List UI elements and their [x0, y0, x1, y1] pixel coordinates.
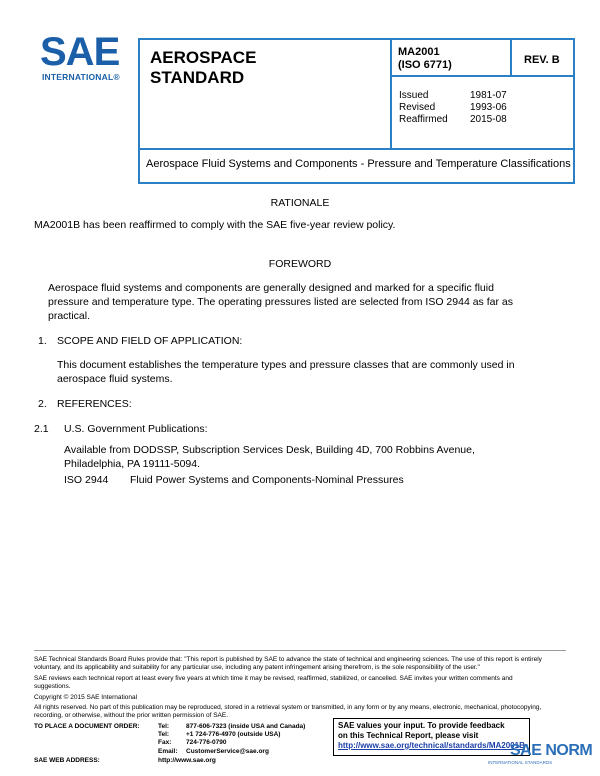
order-label: TO PLACE A DOCUMENT ORDER:: [34, 723, 140, 730]
copyright-text: Copyright © 2015 SAE International: [34, 694, 138, 701]
date-row: [399, 90, 515, 102]
doc-type-title: [150, 48, 370, 88]
section2-heading: REFERENCES:: [57, 398, 132, 410]
web-label: SAE WEB ADDRESS:: [34, 757, 100, 764]
norm-sub: INTERNATIONAL STANDARDS: [488, 760, 553, 765]
foreword-line: Aerospace fluid systems and components are generally designed and marked for a specific fluid: [48, 282, 494, 294]
date-value: 2015-08: [470, 114, 507, 125]
date-label: Issued: [399, 90, 429, 101]
footer-divider: [34, 650, 566, 651]
section1-line: aerospace fluid systems.: [57, 373, 173, 385]
section1-text: [57, 358, 577, 386]
section21-line: Available from DODSSP, Subscription Services Desk, Building 4D, 700 Robbins Avenue,: [64, 444, 475, 456]
iso-number: (ISO 6771): [398, 59, 452, 71]
logo-subtitle: INTERNATIONAL®: [42, 72, 120, 82]
contact-email[interactable]: CustomerService@sae.org: [186, 747, 269, 755]
norm-brand: SAE NORM: [510, 742, 593, 759]
web-address-link[interactable]: http://www.sae.org: [158, 757, 216, 764]
logo-brand: SAE: [40, 30, 120, 74]
section21-line: Philadelphia, PA 19111-5094.: [64, 458, 201, 470]
reference-id: ISO 2944: [64, 474, 109, 486]
doc-type-line1: AEROSPACE: [150, 48, 257, 67]
section21-heading: U.S. Government Publications:: [64, 423, 208, 435]
contact-label: Fax:: [158, 739, 172, 747]
contact-value: 877-606-7323 (inside USA and Canada): [186, 723, 306, 730]
contact-row: [158, 731, 305, 739]
footer-line: recording, or otherwise, without the prior written permission of SAE.: [34, 712, 229, 720]
rationale-heading: RATIONALE: [270, 197, 330, 209]
feedback-link[interactable]: http://www.sae.org/technical/standards/MA2001B: [338, 741, 525, 750]
doc-type-line2: STANDARD: [150, 68, 245, 87]
review-text: [34, 675, 574, 691]
footer-line: SAE Technical Standards Board Rules provide that: "This report is published by SAE to advance the state of technical and engineering sciences. The use of this report is entirely: [34, 656, 542, 663]
foreword-line: pressure and temperature type. The operating pressures listed are selected from ISO 2944 as far as: [48, 296, 513, 308]
contact-value: +1 724-776-4970 (outside USA): [186, 731, 281, 739]
document-title: Aerospace Fluid Systems and Components - Pressure and Temperature Classifications: [146, 158, 571, 170]
board-rules-text: [34, 656, 574, 672]
date-row: [399, 114, 515, 126]
contact-row: [158, 748, 305, 756]
doc-number: MA2001: [398, 46, 440, 58]
contact-value: 724-776-0790: [186, 739, 227, 747]
sae-logo: [40, 30, 122, 86]
contact-list: [158, 723, 305, 756]
sae-norm-watermark: [488, 742, 593, 768]
contact-label: Tel:: [158, 723, 170, 730]
date-value: 1981-07: [470, 90, 507, 101]
contact-row: [158, 723, 305, 731]
contact-row: [158, 739, 305, 747]
feedback-line: SAE values your input. To provide feedback: [338, 721, 505, 730]
section1-heading: SCOPE AND FIELD OF APPLICATION:: [57, 335, 243, 347]
reference-title: Fluid Power Systems and Components-Nominal Pressures: [130, 474, 404, 486]
section2-number: 2.: [38, 398, 47, 410]
footer-line: voluntary, and its applicability and suitability for any particular use, including any patent infringement arising therefrom, is the sole responsibility of the user.": [34, 664, 480, 672]
foreword-heading: FOREWORD: [268, 258, 332, 270]
footer-line: SAE reviews each technical report at least every five years at which time it may be revised, reaffirmed, stabilized, or cancelled. SAE invites your written comments and: [34, 675, 513, 682]
date-value: 1993-06: [470, 102, 507, 113]
rationale-text: MA2001B has been reaffirmed to comply with the SAE five-year review policy.: [34, 219, 396, 231]
footer-line: All rights reserved. No part of this publication may be reproduced, stored in a retrieval system or transmitted, in any form or by any means, electronic, mechanical, photocopying,: [34, 704, 542, 711]
foreword-line: practical.: [48, 310, 91, 322]
feedback-line: on this Technical Report, please visit: [338, 731, 479, 740]
date-label: Reaffirmed: [399, 114, 448, 125]
contact-label: Tel:: [158, 731, 170, 739]
contact-label: Email:: [158, 747, 178, 755]
date-label: Revised: [399, 102, 436, 113]
footer-line: suggestions.: [34, 683, 71, 691]
section21-text: [64, 443, 574, 471]
section1-number: 1.: [38, 335, 47, 347]
date-row: [399, 102, 515, 114]
date-history: [399, 90, 515, 126]
section1-line: This document establishes the temperature types and pressure classes that are commonly used in: [57, 359, 515, 371]
doc-number-block: [398, 46, 452, 72]
revision-label: REV. B: [524, 54, 560, 66]
section21-number: 2.1: [34, 423, 49, 435]
foreword-text: [48, 281, 578, 323]
